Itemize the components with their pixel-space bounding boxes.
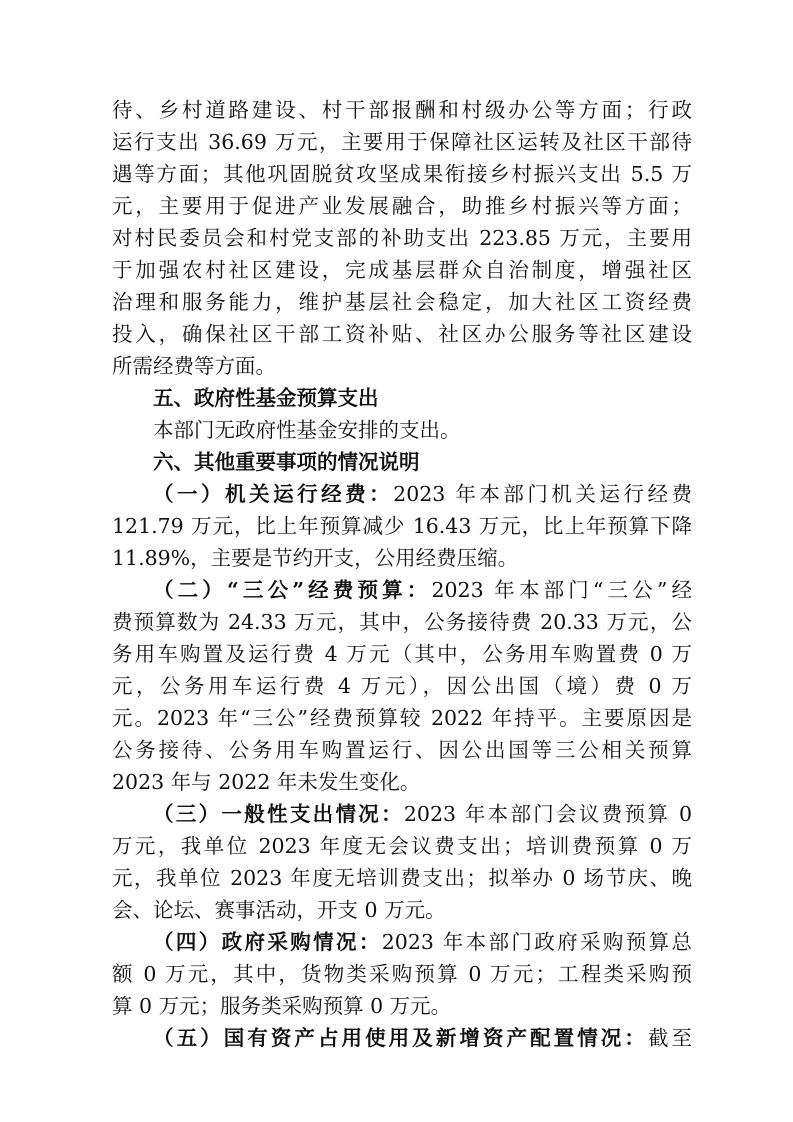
- paragraph-line: 费预算数为 24.33 万元，其中，公务接待费 20.33 万元，公: [112, 610, 692, 634]
- paragraph-text: 2023 年本部门“三公”经: [431, 578, 692, 602]
- paragraph-text: 2023 年本部门政府采购预算总: [381, 930, 693, 954]
- paragraph-line: 11.89%，主要是节约开支，公用经费压缩。: [112, 546, 519, 570]
- subsection-label: （五）国有资产占用使用及新增资产配置情况：: [153, 1026, 648, 1050]
- subsection-first-line: [153, 928, 692, 956]
- subsection-first-line: [153, 1024, 692, 1052]
- paragraph-line: 投入，确保社区干部工资补贴、社区办公服务等社区建设: [112, 322, 692, 346]
- section-heading: 五、政府性基金预算支出: [153, 386, 379, 410]
- paragraph-line: 元，主要用于促进产业发展融合，助推乡村振兴等方面；: [112, 194, 692, 218]
- paragraph-line: 元，我单位 2023 年度无培训费支出；拟举办 0 场节庆、晚: [112, 866, 692, 890]
- paragraph-line: 2023 年与 2022 年未发生变化。: [112, 770, 421, 794]
- paragraph-line: 额 0 万元，其中，货物类采购预算 0 万元；工程类采购预: [112, 962, 692, 986]
- paragraph-text: 2023 年本部门会议费预算 0: [403, 802, 692, 826]
- paragraph-line: 公务接待、公务用车购置运行、因公出国等三公相关预算: [112, 738, 692, 762]
- subsection-label: （二）“三公”经费预算：: [153, 578, 432, 602]
- paragraph-line: 于加强农村社区建设，完成基层群众自治制度，增强社区: [112, 258, 692, 282]
- subsection-label: （三）一般性支出情况：: [153, 802, 404, 826]
- subsection-first-line: [153, 480, 692, 508]
- paragraph-line: 治理和服务能力，维护基层社会稳定，加大社区工资经费: [112, 290, 692, 314]
- subsection-label: （四）政府采购情况：: [153, 930, 382, 954]
- paragraph-line: 运行支出 36.69 万元，主要用于保障社区运转及社区干部待: [112, 130, 692, 154]
- subsection-first-line: [153, 800, 692, 828]
- paragraph-line: 待、乡村道路建设、村干部报酬和村级办公等方面；行政: [112, 98, 692, 122]
- paragraph-line: 遇等方面；其他巩固脱贫攻坚成果衔接乡村振兴支出 5.5 万: [112, 162, 692, 186]
- section-heading: 六、其他重要事项的情况说明: [153, 450, 420, 474]
- subsection-label: （一）机关运行经费：: [153, 482, 394, 506]
- paragraph-line: 元，公务用车运行费 4 万元），因公出国（境）费 0 万: [112, 674, 692, 698]
- paragraph-line: 所需经费等方面。: [112, 354, 276, 378]
- paragraph-line: 万元，我单位 2023 年度无会议费支出；培训费预算 0 万: [112, 834, 692, 858]
- paragraph-line: 121.79 万元，比上年预算减少 16.43 万元，比上年预算下降: [112, 514, 692, 538]
- subsection-first-line: [153, 576, 692, 604]
- paragraph-line: 对村民委员会和村党支部的补助支出 223.85 万元，主要用: [112, 226, 692, 250]
- paragraph-line: 会、论坛、赛事活动，开支 0 万元。: [112, 898, 446, 922]
- paragraph-line: 务用车购置及运行费 4 万元（其中，公务用车购置费 0 万: [112, 642, 692, 666]
- paragraph-line: 算 0 万元；服务类采购预算 0 万元。: [112, 994, 452, 1018]
- paragraph-text: 2023 年本部门机关运行经费: [393, 482, 692, 506]
- paragraph-text: 截至: [647, 1026, 693, 1050]
- paragraph-line: 本部门无政府性基金安排的支出。: [153, 418, 461, 442]
- paragraph-line: 元。2023 年“三公”经费预算较 2022 年持平。主要原因是: [112, 706, 692, 730]
